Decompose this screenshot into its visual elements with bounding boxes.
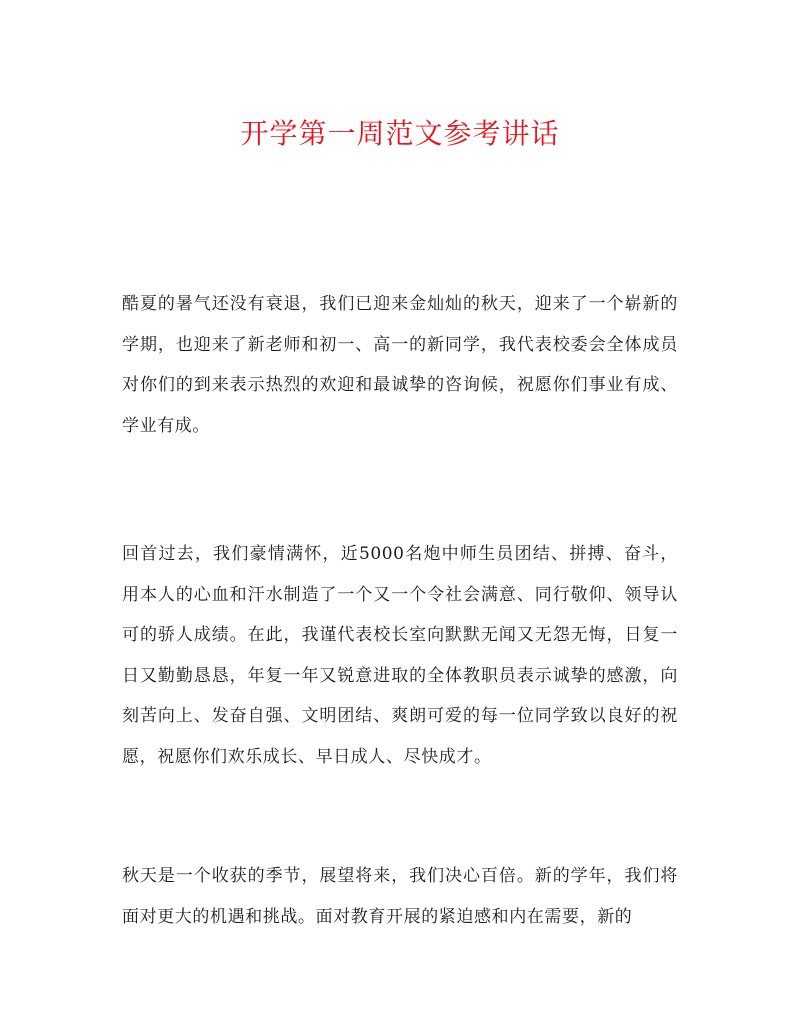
document-title: 开学第一周范文参考讲话	[240, 117, 560, 150]
body-paragraph-2: 回首过去，我们豪情满怀，近5000名炮中师生员团结、拼搏、奋斗，用本人的心血和汗水制造了一个又一个令社会满意、同行敬仰、领导认可的骄人成绩。在此，我谨代表校长室向默默无闻又无怨无悔，日复一日又勤勤恳恳，年复一年又锐意进取的全体教职员表示诚挚的感激，向刻苦向上、发奋自强、文明团结、爽朗可爱的每一位同学致以良好的祝愿，祝愿你们欢乐成长、早日成人、尽快成才。	[122, 544, 678, 767]
body-paragraph-3: 秋天是一个收获的季节，展望将来，我们决心百倍。新的学年，我们将面对更大的机遇和挑战。面对教育开展的紧迫感和内在需要，新的	[122, 866, 678, 927]
body-paragraph-1: 酷夏的暑气还没有衰退，我们已迎来金灿灿的秋天，迎来了一个崭新的学期，也迎来了新老师和初一、高一的新同学，我代表校委会全体成员对你们的到来表示热烈的欢迎和最诚挚的咨询候，祝愿你们事业有成、学业有成。	[122, 294, 678, 436]
